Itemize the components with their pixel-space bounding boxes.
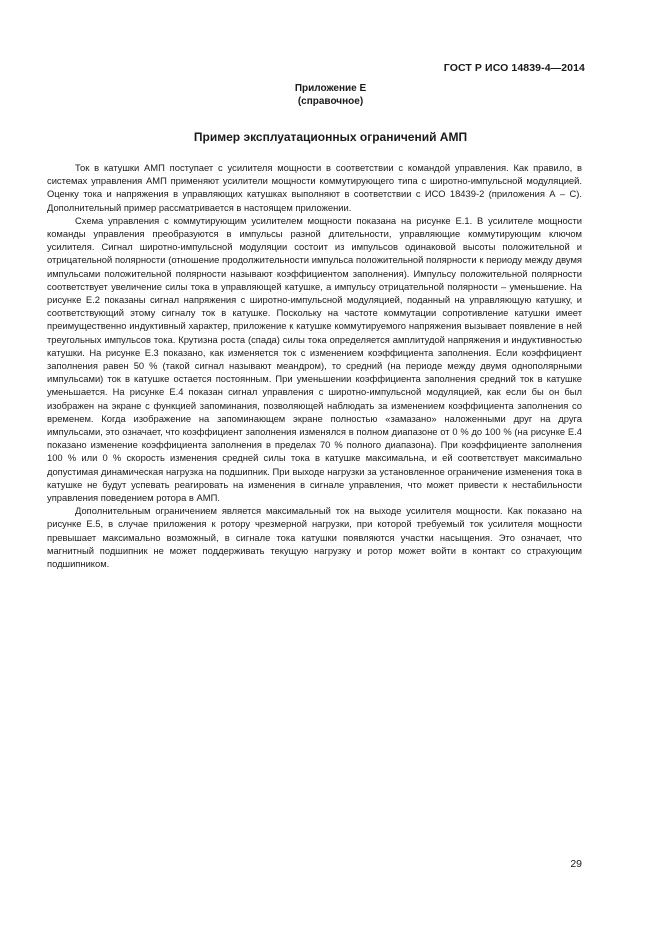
- paragraph-3: Дополнительным ограничением является максимальный ток на выходе усилителя мощности. Как показано на рисунке Е.5, в случае приложения к ротору чрезмерной нагрузки, при которой требуемый ток усилителя мощности превышает максимально возможный, в сигнале тока катушки появляются участки насыщения. Это означает, что магнитный подшипник не может поддерживать текущую нагрузку и ротор может войти в контакт со страхующим подшипником.: [47, 505, 582, 570]
- body-text: [47, 161, 582, 570]
- annex-heading: [0, 82, 661, 108]
- page-number: 29: [570, 858, 582, 870]
- annex-subtitle: (справочное): [297, 96, 364, 107]
- document-identifier: ГОСТ Р ИСО 14839-4—2014: [443, 62, 585, 74]
- paragraph-1: Ток в катушки АМП поступает с усилителя мощности в соответствии с командой управления. Как правило, в системах управления АМП применяют усилители мощности коммутирующего типа с широтно-импульсной модуляцией. Оценку тока и напряжения в управляющих катушках выполняют в соответствии с ИСО 18439-2 (приложения А – С). Дополнительный пример рассматривается в настоящем приложении.: [47, 162, 582, 213]
- annex-title: Приложение Е: [294, 83, 367, 94]
- paragraph-2: Схема управления с коммутирующим усилителем мощности показана на рисунке Е.1. В усилителе мощности команды управления преобразуются в импульсы разной длительности, управляющие коммутирующим ключом усилителя. Сигнал широтно-импульсной модуляции состоит из импульсов одинаковой высоты положительной и отрицательной полярности (отношение продолжительности импульса положительной полярности к периоду между двумя импульсами положительной полярности называют коэффициентом заполнения). Импульсу положительной полярности соответствует увеличение силы тока в управляющей катушке, а импульсу отрицательной полярности – уменьшение. На рисунке Е.2 показаны сигнал напряжения с широтно-импульсной модуляцией, поданный на управляющую катушку, и соответствующий этому сигналу ток в катушке. Поскольку на частоте коммутации сопротивление катушки имеет преимущественно индуктивный характер, приложение к катушке коммутируемого напряжения вызывает появление в ней треугольных импульсов тока. Крутизна роста (спада) силы тока определяется амплитудой напряжения и индуктивностью катушки. На рисунке Е.3 показано, как изменяется ток с изменением коэффициента заполнения. Если коэффициент заполнения равен 50 % (такой сигнал называют меандром), то средний (на периоде между двумя однополярными импульсами) ток в катушке остается постоянным. При уменьшении коэффициента заполнения средний ток в катушке уменьшается. На рисунке Е.4 показан сигнал управления с широтно-импульсной модуляцией, как если бы он был изображен на экране с функцией запоминания, позволяющей наблюдать за изменением коэффициента заполнения со временем. Когда изображение на запоминающем экране полностью «замазано» наложенными друг на друга импульсами, это означает, что коэффициент заполнения изменялся в полном диапазоне от 0 % до 100 % (на рисунке Е.4 показано изменение коэффициента заполнения в пределах 70 % полного диапазона). При коэффициенте заполнения 100 % или 0 % скорость изменения средней силы тока в катушке максимальна, и ей соответствует максимально допустимая динамическая нагрузка на подшипник. При выходе нагрузки за установленное ограничение изменения тока в катушке не будут успевать реагировать на изменения в сигнале управления, что может привести к нестабильности управления поведением ротора в АМП.: [47, 214, 582, 504]
- section-title: Пример эксплуатационных ограничений АМП: [193, 130, 468, 144]
